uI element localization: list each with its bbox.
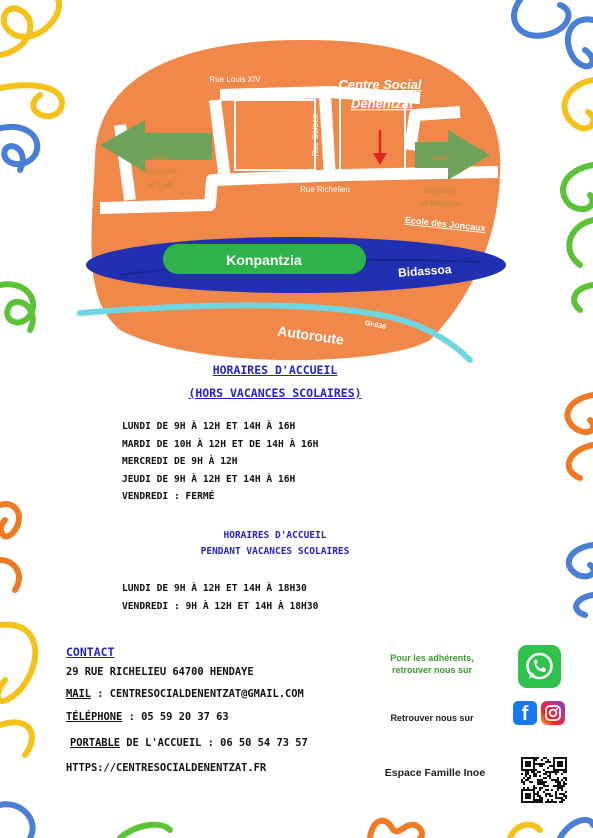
holiday-hours-title-line1: HORAIRES D'ACCUEIL: [223, 530, 327, 541]
whatsapp-glyph: [518, 645, 561, 688]
right-arrow-line3: et Biriatou: [420, 199, 460, 208]
contact-address: 29 RUE RICHELIEU 64700 HENDAYE: [66, 666, 254, 678]
mobile-value[interactable]: DE L'ACCUEIL : 06 50 54 73 57: [120, 737, 308, 749]
holiday-hours-list: [122, 580, 452, 615]
instagram-glyph: [541, 701, 565, 725]
right-arrow-line1: vers: [431, 153, 449, 162]
mail-label: MAIL: [66, 688, 92, 700]
contact-heading: CONTACT: [66, 645, 115, 659]
park-label: Konpantzia: [226, 252, 302, 268]
map-title-line2: Denentzat: [350, 96, 414, 111]
qr-code-icon[interactable]: [521, 757, 567, 803]
highway-code-label: GI-636: [364, 319, 387, 332]
members-text: Pour les adhérents, retrouver nous sur: [390, 653, 474, 675]
left-arrow-line2: autoport: [143, 167, 177, 176]
contact-phone[interactable]: [66, 711, 229, 723]
hours-line: MARDI DE 10H À 12H ET DE 14H À 16H: [122, 438, 319, 450]
school-label: Ecole des Joncaux: [404, 214, 487, 234]
hours-line: MERCREDI DE 9H À 12H: [122, 456, 238, 467]
left-arrow-line1: vers: [151, 153, 169, 162]
hours-line: LUNDI DE 9H À 12H ET 14H À 18H30: [122, 583, 307, 594]
street-louis-label: Rue Louis XIV: [209, 75, 261, 84]
street-colbert-label: Rue Colbert: [311, 113, 320, 157]
contact-mail[interactable]: [66, 688, 304, 700]
mail-value[interactable]: : CENTRESOCIALDENENTZAT@GMAIL.COM: [91, 688, 304, 700]
location-map: [0, 0, 593, 370]
left-arrow-line3: et Lidl: [148, 181, 172, 190]
highway-label: Autoroute: [276, 322, 345, 348]
hours-line: LUNDI DE 9H À 12H ET 14H À 16H: [122, 421, 296, 432]
hours-line: VENDREDI : FERMÉ: [122, 491, 215, 502]
social-text: Retrouver nous sur: [390, 713, 474, 723]
holiday-hours-title-line2: PENDANT VACANCES SCOLAIRES: [200, 546, 350, 557]
phone-label: TÉLÉPHONE: [66, 711, 123, 723]
phone-value[interactable]: : 05 59 20 37 63: [122, 711, 229, 723]
family-space-text: Espace Famille Inoe: [384, 767, 486, 779]
contact-mobile[interactable]: [70, 737, 308, 749]
river-label: Bidassoa: [397, 262, 452, 280]
mobile-label: PORTABLE: [70, 737, 121, 749]
qr-code-glyph: [521, 757, 567, 803]
hours-line: VENDREDI : 9H À 12H ET 14H À 18H30: [122, 600, 319, 612]
hours-title-line1: HORAIRES D'ACCUEIL: [212, 363, 338, 377]
right-arrow-line2: Behobie: [424, 186, 456, 195]
map-title-line1: Centre Social: [338, 77, 422, 92]
street-richelieu-label: Rue Richelieu: [300, 185, 350, 194]
whatsapp-icon[interactable]: [518, 645, 561, 688]
hours-line: JEUDI DE 9H À 12H ET 14H À 16H: [122, 473, 296, 485]
hours-title-line2: (HORS VACANCES SCOLAIRES): [188, 386, 362, 400]
facebook-icon[interactable]: f: [513, 701, 537, 725]
regular-hours-list: [122, 418, 452, 506]
instagram-icon[interactable]: [541, 701, 565, 725]
website-link[interactable]: HTTPS://CENTRESOCIALDENENTZAT.FR: [66, 762, 267, 774]
